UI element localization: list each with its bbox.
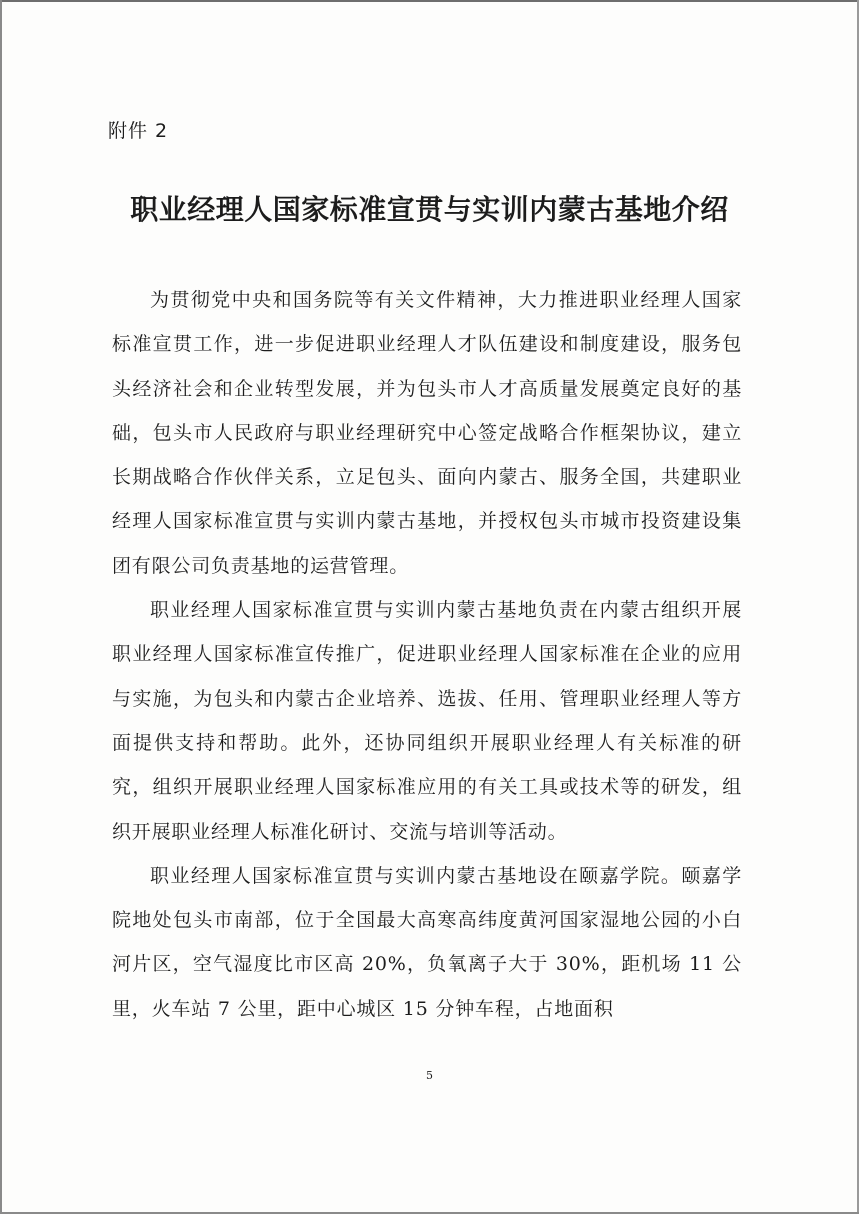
scan-edge-top <box>0 0 859 2</box>
page-number: 5 <box>426 1069 433 1082</box>
paragraph: 职业经理人国家标准宣贯与实训内蒙古基地设在颐嘉学院。颐嘉学院地处包头市南部，位于全国最大高寒高纬度黄河国家湿地公园的小白河片区，空气湿度比市区高 20%，负氧离子大于 30%，距机场 11 公里，火车站 7 公里，距中心城区 15 分钟车程，占地面积 <box>112 864 742 1020</box>
attachment-label: 附件 2 <box>108 120 169 142</box>
document-title: 职业经理人国家标准宣贯与实训内蒙古基地介绍 <box>130 193 729 226</box>
scan-edge-left <box>0 0 2 1214</box>
paragraph: 为贯彻党中央和国务院等有关文件精神，大力推进职业经理人国家标准宣贯工作，进一步促进职业经理人才队伍建设和制度建设，服务包头经济社会和企业转型发展，并为包头市人才高质量发展奠定良好的基础，包头市人民政府与职业经理研究中心签定战略合作框架协议，建立长期战略合作伙伴关系，立足包头、面向内蒙古、服务全国，共建职业经理人国家标准宣贯与实训内蒙古基地，并授权包头市城市投资建设集团有限公司负责基地的运营管理。 <box>112 289 742 577</box>
paragraph: 职业经理人国家标准宣贯与实训内蒙古基地负责在内蒙古组织开展职业经理人国家标准宣传推广，促进职业经理人国家标准在企业的应用与实施，为包头和内蒙古企业培养、选拔、任用、管理职业经理人等方面提供支持和帮助。此外，还协同组织开展职业经理人有关标准的研究，组织开展职业经理人国家标准应用的有关工具或技术等的研发，组织开展职业经理人标准化研讨、交流与培训等活动。 <box>112 599 742 843</box>
document-body <box>112 278 742 1031</box>
